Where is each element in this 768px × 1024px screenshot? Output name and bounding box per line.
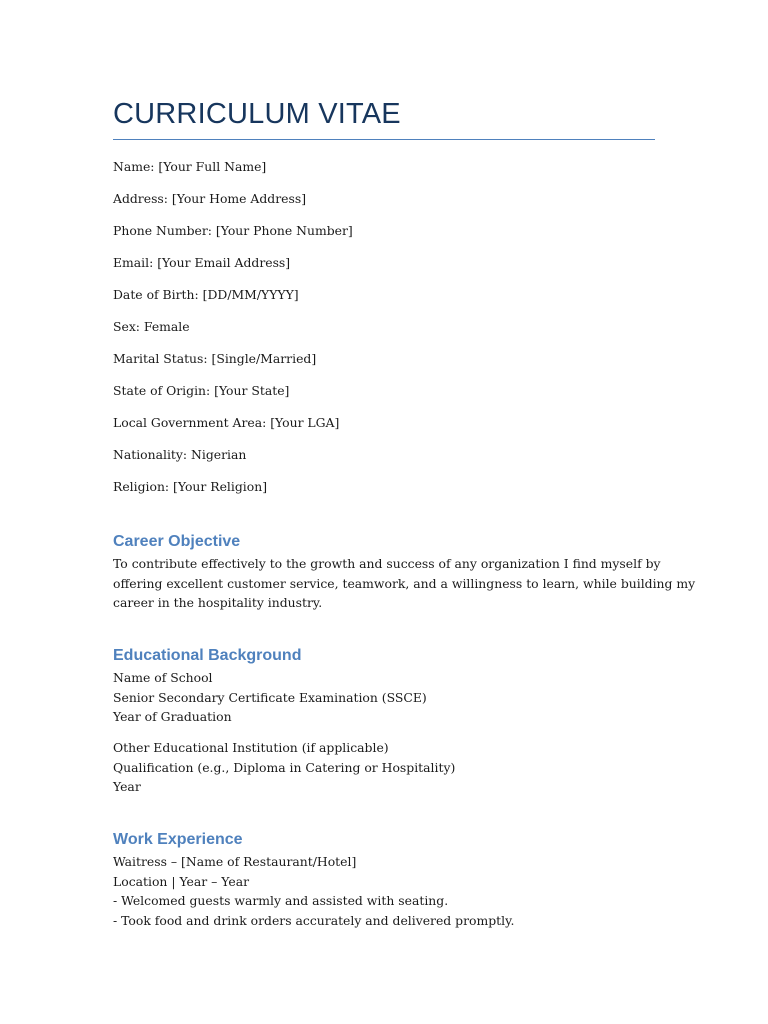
work-experience-bullet: - Welcomed guests warmly and assisted with seating. [113, 893, 449, 908]
education-line: Other Educational Institution (if applicable) [113, 740, 389, 755]
education-line: Year [113, 779, 141, 794]
detail-sex: Sex: Female [113, 319, 190, 334]
title-underline [113, 139, 655, 140]
education-block-other [113, 738, 455, 797]
education-block-primary [113, 668, 427, 727]
detail-religion: Religion: [Your Religion] [113, 479, 268, 494]
career-objective-line: career in the hospitality industry. [113, 595, 323, 610]
education-line: Senior Secondary Certificate Examination (SSCE) [113, 689, 427, 705]
detail-state-of-origin: State of Origin: [Your State] [113, 383, 290, 398]
work-experience-line: Location | Year – Year [113, 873, 250, 889]
career-objective-heading: Career Objective [113, 533, 241, 550]
career-objective-body [113, 554, 695, 613]
career-objective-line: To contribute effectively to the growth and success of any organization I find myself by [113, 556, 661, 571]
career-objective-line: offering excellent customer service, teamwork, and a willingness to learn, while building my [113, 575, 696, 591]
detail-nationality: Nationality: Nigerian [113, 447, 247, 462]
detail-name: Name: [Your Full Name] [113, 159, 267, 174]
detail-phone: Phone Number: [Your Phone Number] [113, 223, 353, 238]
work-experience-heading: Work Experience [113, 831, 243, 848]
work-experience-bullet: - Took food and drink orders accurately and delivered promptly. [113, 912, 515, 928]
work-experience-line: Waitress – [Name of Restaurant/Hotel] [113, 854, 357, 869]
detail-date-of-birth: Date of Birth: [DD/MM/YYYY] [113, 287, 299, 302]
education-heading: Educational Background [113, 647, 302, 664]
detail-lga: Local Government Area: [Your LGA] [113, 415, 340, 430]
detail-marital-status: Marital Status: [Single/Married] [113, 351, 317, 366]
detail-address: Address: [Your Home Address] [113, 191, 307, 206]
education-line: Qualification (e.g., Diploma in Catering or Hospitality) [113, 759, 456, 775]
education-line: Name of School [113, 670, 213, 685]
work-experience-body [113, 852, 514, 930]
detail-email: Email: [Your Email Address] [113, 255, 291, 270]
document-title: CURRICULUM VITAE [113, 98, 401, 130]
education-line: Year of Graduation [113, 709, 232, 724]
